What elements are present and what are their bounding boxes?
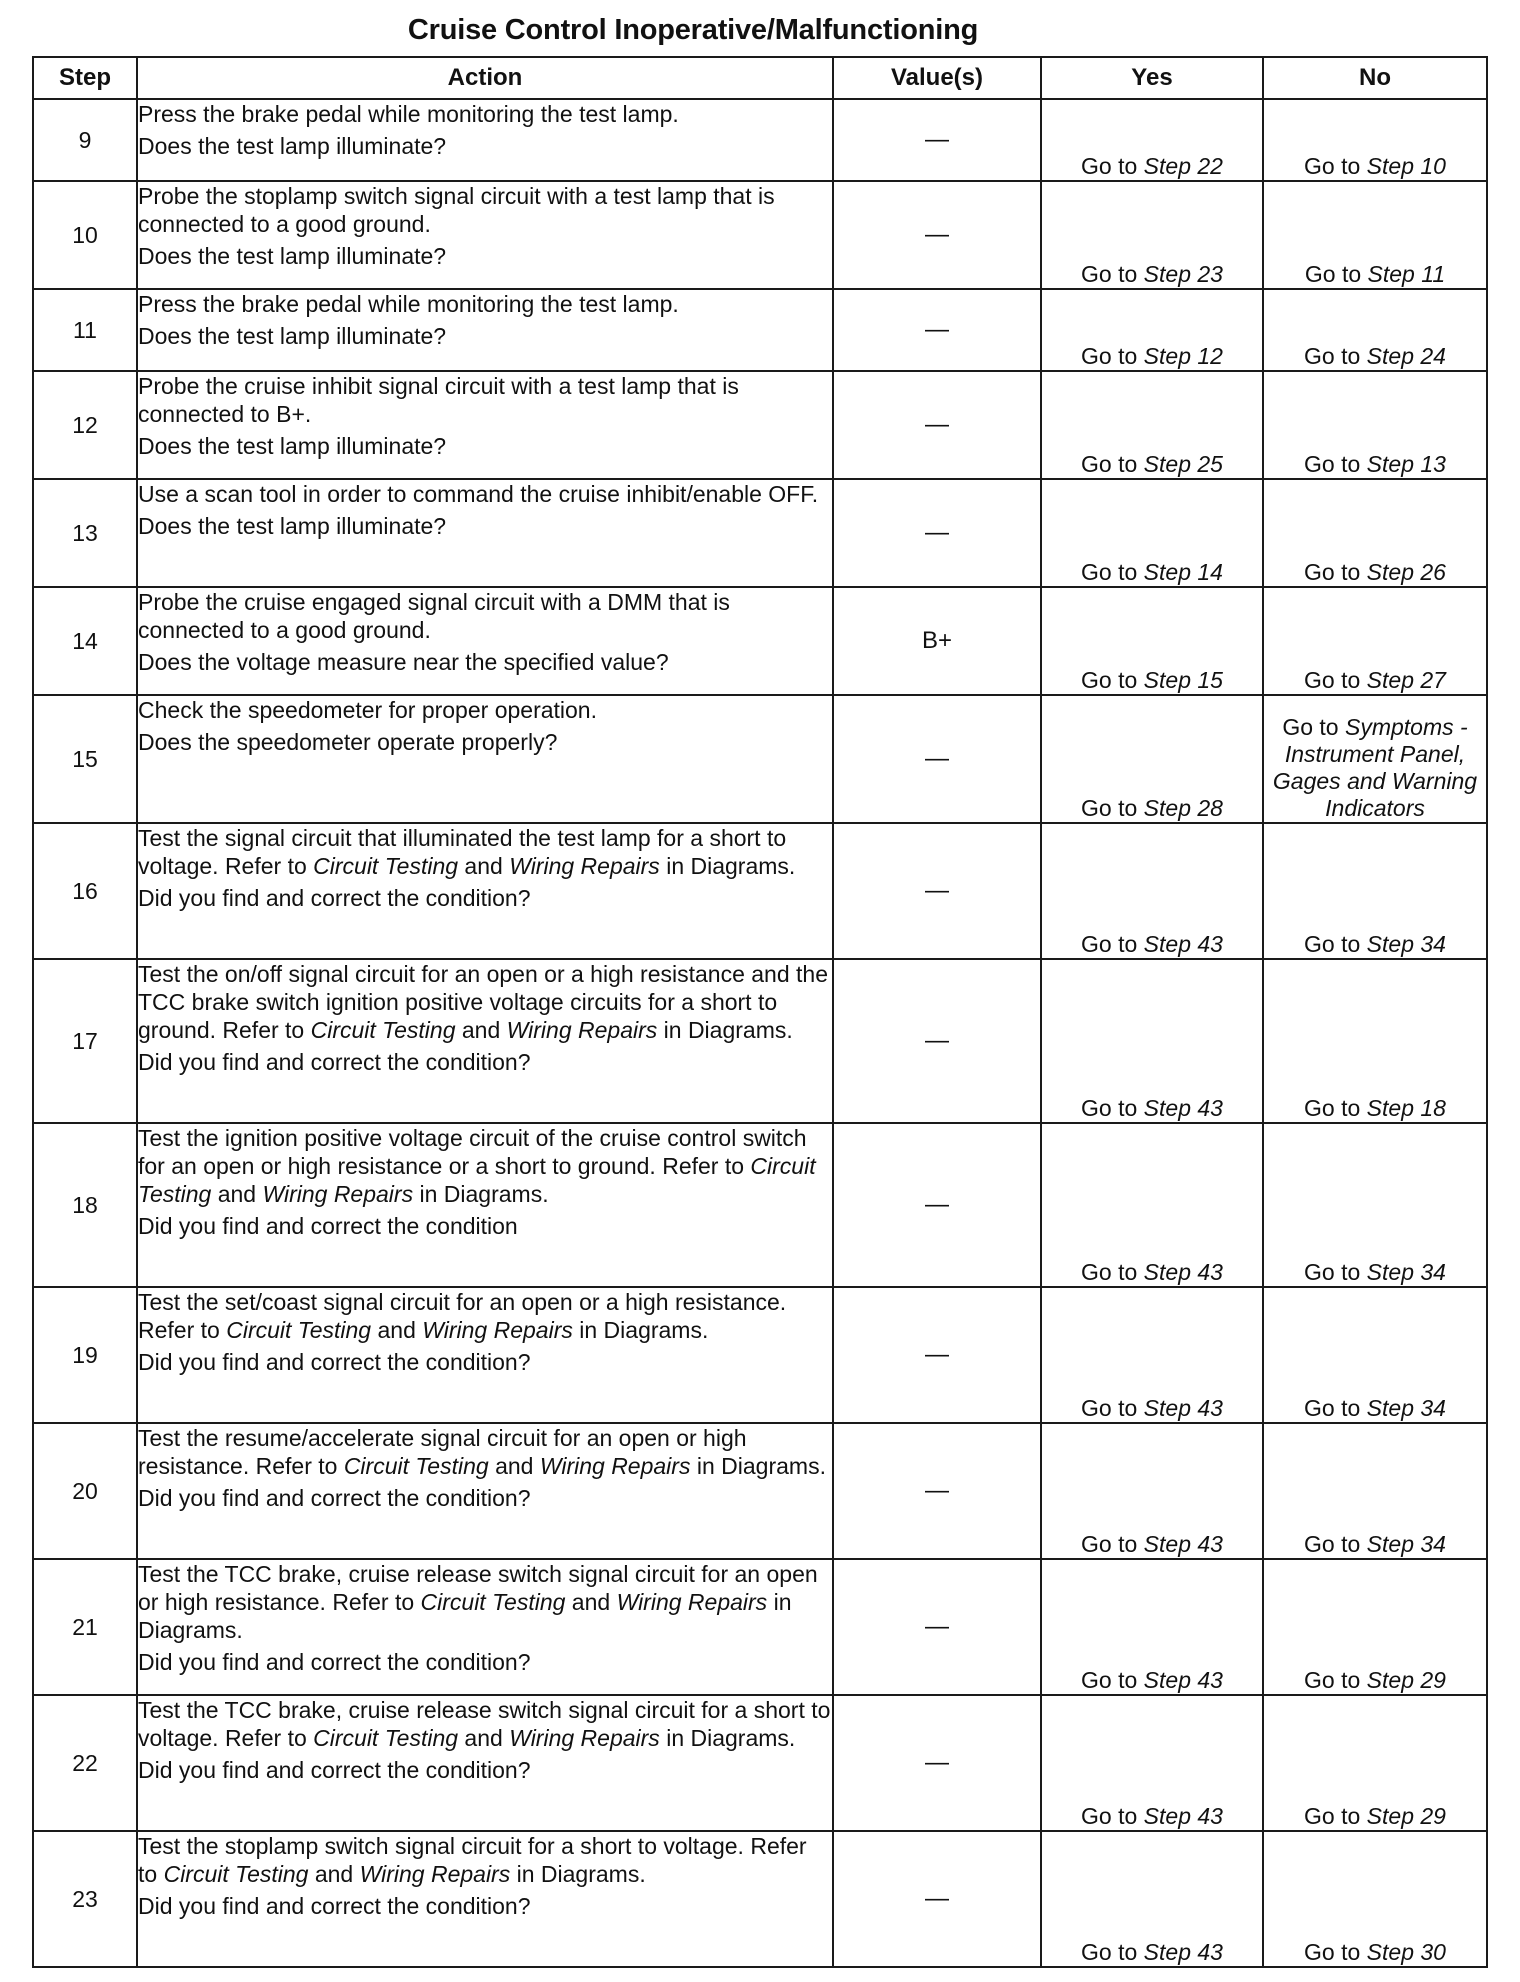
step-number: 13 — [33, 479, 137, 587]
action-segment: Wiring Repairs — [422, 1317, 573, 1343]
action-segment: Circuit Testing — [226, 1317, 372, 1343]
no-goto: Go to — [1304, 261, 1368, 287]
action-segment: Test the resume/accelerate signal circuit for an open or high resistance. Refer to — [138, 1425, 747, 1479]
table-row — [33, 587, 1487, 695]
yes-cell — [1041, 1695, 1263, 1831]
action-cell — [137, 1831, 833, 1967]
action-segment: Circuit Testing — [138, 1153, 816, 1207]
no-cell — [1263, 1831, 1487, 1967]
yes-cell — [1041, 1287, 1263, 1423]
table-row — [33, 371, 1487, 479]
value-cell: — — [833, 181, 1041, 289]
no-goto: Step 13 — [1366, 451, 1446, 477]
no-goto: Go to — [1304, 559, 1367, 585]
yes-goto: Step 14 — [1143, 559, 1223, 585]
yes-goto: Go to — [1081, 1095, 1144, 1121]
action-text — [138, 1288, 832, 1344]
no-cell — [1263, 289, 1487, 371]
table-row — [33, 959, 1487, 1123]
no-goto: Symptoms - Instrument Panel, Gages and Warning Indicators — [1272, 714, 1478, 821]
table-row — [33, 695, 1487, 823]
action-segment: and — [458, 853, 510, 879]
action-question: Does the test lamp illuminate? — [138, 323, 447, 349]
action-text — [138, 372, 832, 428]
no-goto: Step 29 — [1366, 1667, 1446, 1693]
action-question: Did you find and correct the condition? — [138, 1485, 531, 1511]
action-text — [138, 588, 832, 644]
table-row — [33, 1695, 1487, 1831]
yes-goto: Go to — [1081, 795, 1144, 821]
no-cell — [1263, 587, 1487, 695]
no-goto: Step 29 — [1366, 1803, 1446, 1829]
yes-goto: Go to — [1081, 931, 1144, 957]
step-number: 20 — [33, 1423, 137, 1559]
no-goto: Step 30 — [1366, 1939, 1446, 1965]
action-question: Did you find and correct the condition? — [138, 1757, 531, 1783]
value-cell: — — [833, 1287, 1041, 1423]
yes-goto: Step 23 — [1143, 261, 1223, 287]
action-segment: and — [455, 1017, 507, 1043]
action-text — [138, 1124, 832, 1208]
no-goto: Step 26 — [1366, 559, 1446, 585]
action-cell — [137, 1287, 833, 1423]
action-segment: Probe the stoplamp switch signal circuit with a test lamp that is connected to a good ground. — [138, 183, 775, 237]
no-goto: Step 11 — [1367, 261, 1446, 287]
action-segment: Circuit Testing — [313, 853, 459, 879]
action-segment: Press the brake pedal while monitoring the test lamp. — [138, 291, 679, 317]
yes-cell — [1041, 289, 1263, 371]
value-cell: — — [833, 289, 1041, 371]
action-cell — [137, 823, 833, 959]
step-number: 17 — [33, 959, 137, 1123]
value-cell: — — [833, 1695, 1041, 1831]
action-segment: Wiring Repairs — [509, 1725, 660, 1751]
yes-cell — [1041, 479, 1263, 587]
no-cell — [1263, 1287, 1487, 1423]
value-cell: — — [833, 959, 1041, 1123]
action-segment: in Diagrams. — [690, 1453, 826, 1479]
no-cell — [1263, 959, 1487, 1123]
step-number: 23 — [33, 1831, 137, 1967]
action-segment: and — [211, 1181, 263, 1207]
no-goto: Go to — [1304, 1939, 1367, 1965]
yes-goto: Step 43 — [1143, 931, 1223, 957]
action-segment: Wiring Repairs — [509, 853, 660, 879]
yes-goto: Go to — [1081, 1259, 1144, 1285]
table-row — [33, 1123, 1487, 1287]
yes-goto: Step 43 — [1143, 1939, 1223, 1965]
yes-cell — [1041, 1123, 1263, 1287]
yes-goto: Step 22 — [1143, 153, 1223, 179]
action-text — [138, 1832, 832, 1888]
no-goto: Go to — [1304, 1803, 1367, 1829]
yes-goto: Step 25 — [1143, 451, 1223, 477]
no-cell — [1263, 1423, 1487, 1559]
no-goto: Go to — [1304, 1095, 1367, 1121]
action-cell — [137, 1123, 833, 1287]
value-cell: — — [833, 695, 1041, 823]
action-segment: and — [488, 1453, 540, 1479]
yes-goto: Step 43 — [1143, 1395, 1223, 1421]
table-body — [33, 99, 1487, 1967]
action-segment: and — [308, 1861, 360, 1887]
no-goto: Step 24 — [1366, 343, 1446, 369]
action-cell — [137, 479, 833, 587]
yes-goto: Go to — [1081, 1531, 1144, 1557]
action-segment: in Diagrams. — [413, 1181, 549, 1207]
step-number: 15 — [33, 695, 137, 823]
step-number: 18 — [33, 1123, 137, 1287]
action-question: Does the test lamp illuminate? — [138, 433, 447, 459]
action-segment: Circuit Testing — [343, 1453, 489, 1479]
column-header-no: No — [1263, 57, 1487, 99]
no-goto: Go to — [1304, 153, 1367, 179]
action-segment: Test the set/coast signal circuit for an open or a high resistance. Refer to — [138, 1289, 787, 1343]
no-goto: Step 34 — [1366, 1259, 1446, 1285]
action-text — [138, 1424, 832, 1480]
value-cell: — — [833, 1559, 1041, 1695]
no-cell — [1263, 1695, 1487, 1831]
step-number: 10 — [33, 181, 137, 289]
table-row — [33, 181, 1487, 289]
action-segment: Wiring Repairs — [506, 1017, 658, 1043]
action-cell — [137, 181, 833, 289]
action-segment: Probe the cruise inhibit signal circuit with a test lamp that is connected to B+. — [138, 373, 739, 427]
yes-goto: Go to — [1081, 667, 1144, 693]
yes-cell — [1041, 181, 1263, 289]
step-number: 14 — [33, 587, 137, 695]
action-segment: Test the signal circuit that illuminated the test lamp for a short to voltage. Refer to — [138, 825, 787, 879]
action-segment: Circuit Testing — [310, 1017, 456, 1043]
column-header-step: Step — [33, 57, 137, 99]
yes-goto: Go to — [1081, 559, 1144, 585]
action-cell — [137, 587, 833, 695]
action-segment: in Diagrams. — [572, 1317, 709, 1343]
no-goto: Go to — [1304, 667, 1367, 693]
table-row — [33, 1831, 1487, 1967]
yes-goto: Step 15 — [1143, 667, 1223, 693]
action-text — [138, 480, 832, 508]
table-row — [33, 99, 1487, 181]
action-segment: and — [565, 1589, 617, 1615]
yes-cell — [1041, 959, 1263, 1123]
no-cell — [1263, 479, 1487, 587]
yes-goto: Go to — [1081, 1939, 1144, 1965]
yes-cell — [1041, 823, 1263, 959]
action-segment: in Diagrams. — [657, 1017, 793, 1043]
action-segment: Test the on/off signal circuit for an open or a high resistance and the TCC brake switch ignition positive voltage circuits for a short to ground. Refer to — [138, 961, 828, 1043]
yes-cell — [1041, 587, 1263, 695]
no-cell — [1263, 1123, 1487, 1287]
no-goto: Go to — [1282, 714, 1345, 740]
action-text — [138, 182, 832, 238]
action-text — [138, 100, 832, 128]
action-question: Did you find and correct the condition? — [138, 1049, 531, 1075]
table-row — [33, 823, 1487, 959]
action-question: Does the test lamp illuminate? — [138, 513, 447, 539]
yes-goto: Go to — [1081, 451, 1144, 477]
column-header-yes: Yes — [1041, 57, 1263, 99]
step-number: 22 — [33, 1695, 137, 1831]
action-segment: Press the brake pedal while monitoring the test lamp. — [138, 101, 679, 127]
diagnostic-table — [32, 56, 1488, 1968]
yes-goto: Go to — [1081, 343, 1144, 369]
no-goto: Go to — [1304, 931, 1367, 957]
yes-cell — [1041, 1423, 1263, 1559]
action-cell — [137, 99, 833, 181]
step-number: 16 — [33, 823, 137, 959]
action-segment: in Diagrams. — [659, 1725, 796, 1751]
step-number: 21 — [33, 1559, 137, 1695]
action-text — [138, 1560, 832, 1644]
page-title: Cruise Control Inoperative/Malfunctioning — [407, 14, 979, 46]
yes-goto: Go to — [1081, 1667, 1144, 1693]
no-goto: Step 10 — [1366, 153, 1446, 179]
yes-goto: Step 43 — [1143, 1667, 1223, 1693]
table-row — [33, 1423, 1487, 1559]
action-cell — [137, 371, 833, 479]
step-number: 19 — [33, 1287, 137, 1423]
no-goto: Go to — [1304, 1259, 1367, 1285]
no-goto: Step 34 — [1366, 1531, 1446, 1557]
action-question: Did you find and correct the condition? — [138, 1649, 531, 1675]
action-segment: Wiring Repairs — [616, 1589, 768, 1615]
action-segment: Test the ignition positive voltage circuit of the cruise control switch for an open or high resistance or a short to ground. Refer to — [138, 1125, 807, 1179]
column-header-action: Action — [137, 57, 833, 99]
action-question: Did you find and correct the condition? — [138, 1893, 531, 1919]
action-segment: Test the TCC brake, cruise release switch signal circuit for a short to voltage. Refer to — [138, 1697, 831, 1751]
no-goto: Go to — [1304, 343, 1367, 369]
action-text — [138, 696, 832, 724]
action-segment: Test the stoplamp switch signal circuit for a short to voltage. Refer to — [138, 1833, 807, 1887]
action-segment: Circuit Testing — [313, 1725, 459, 1751]
yes-goto: Go to — [1081, 1803, 1144, 1829]
action-segment: Wiring Repairs — [359, 1861, 511, 1887]
value-cell: — — [833, 479, 1041, 587]
yes-cell — [1041, 695, 1263, 823]
table-row — [33, 1559, 1487, 1695]
yes-goto: Go to — [1081, 153, 1144, 179]
action-segment: Use a scan tool in order to command the cruise inhibit/enable OFF. — [138, 481, 819, 507]
no-cell — [1263, 823, 1487, 959]
yes-goto: Step 28 — [1143, 795, 1223, 821]
step-number: 9 — [33, 99, 137, 181]
no-cell — [1263, 371, 1487, 479]
action-segment: Circuit Testing — [163, 1861, 309, 1887]
value-cell: — — [833, 1123, 1041, 1287]
step-number: 11 — [33, 289, 137, 371]
table-row — [33, 479, 1487, 587]
action-segment: in Diagrams. — [510, 1861, 646, 1887]
action-cell — [137, 289, 833, 371]
action-segment: in Diagrams. — [138, 1589, 792, 1643]
action-question: Does the test lamp illuminate? — [138, 133, 447, 159]
action-cell — [137, 695, 833, 823]
column-header-values: Value(s) — [833, 57, 1041, 99]
yes-cell — [1041, 371, 1263, 479]
action-cell — [137, 1423, 833, 1559]
value-cell: — — [833, 823, 1041, 959]
no-cell — [1263, 695, 1487, 823]
no-goto: Go to — [1304, 1395, 1367, 1421]
yes-goto: Step 43 — [1143, 1259, 1223, 1285]
action-segment: Circuit Testing — [420, 1589, 566, 1615]
action-segment: Wiring Repairs — [539, 1453, 691, 1479]
value-cell: — — [833, 371, 1041, 479]
yes-cell — [1041, 99, 1263, 181]
step-number: 12 — [33, 371, 137, 479]
action-segment: Test the TCC brake, cruise release switch signal circuit for an open or high resistance. Refer to — [138, 1561, 818, 1615]
table-header-row — [33, 57, 1487, 99]
no-cell — [1263, 1559, 1487, 1695]
action-question: Does the test lamp illuminate? — [138, 243, 447, 269]
no-cell — [1263, 181, 1487, 289]
action-segment: in Diagrams. — [659, 853, 796, 879]
action-question: Did you find and correct the condition? — [138, 1349, 531, 1375]
action-question: Does the voltage measure near the specified value? — [138, 649, 669, 675]
yes-goto: Step 43 — [1143, 1531, 1223, 1557]
action-cell — [137, 1559, 833, 1695]
action-text — [138, 824, 832, 880]
value-cell: — — [833, 1831, 1041, 1967]
table-row — [33, 1287, 1487, 1423]
no-goto: Step 18 — [1366, 1095, 1446, 1121]
yes-goto: Go to — [1081, 261, 1144, 287]
action-cell — [137, 1695, 833, 1831]
value-cell: B+ — [833, 587, 1041, 695]
value-cell: — — [833, 1423, 1041, 1559]
value-cell: — — [833, 99, 1041, 181]
action-segment: Wiring Repairs — [262, 1181, 414, 1207]
action-cell — [137, 959, 833, 1123]
no-goto: Step 27 — [1366, 667, 1446, 693]
yes-cell — [1041, 1559, 1263, 1695]
yes-goto: Step 43 — [1143, 1803, 1223, 1829]
action-segment: and — [371, 1317, 423, 1343]
action-question: Did you find and correct the condition — [138, 1213, 518, 1239]
no-goto: Go to — [1304, 1667, 1367, 1693]
action-text — [138, 960, 832, 1044]
action-question: Did you find and correct the condition? — [138, 885, 531, 911]
yes-goto: Go to — [1081, 1395, 1144, 1421]
no-cell — [1263, 99, 1487, 181]
action-question: Does the speedometer operate properly? — [138, 729, 558, 755]
no-goto: Step 34 — [1366, 931, 1446, 957]
yes-cell — [1041, 1831, 1263, 1967]
no-goto: Go to — [1304, 451, 1367, 477]
no-goto: Step 34 — [1366, 1395, 1446, 1421]
yes-goto: Step 12 — [1143, 343, 1223, 369]
action-segment: Probe the cruise engaged signal circuit with a DMM that is connected to a good ground. — [138, 589, 730, 643]
action-segment: Check the speedometer for proper operation. — [138, 697, 597, 723]
action-text — [138, 290, 832, 318]
yes-goto: Step 43 — [1143, 1095, 1223, 1121]
action-text — [138, 1696, 832, 1752]
table-row — [33, 289, 1487, 371]
action-segment: and — [458, 1725, 510, 1751]
no-goto: Go to — [1304, 1531, 1367, 1557]
